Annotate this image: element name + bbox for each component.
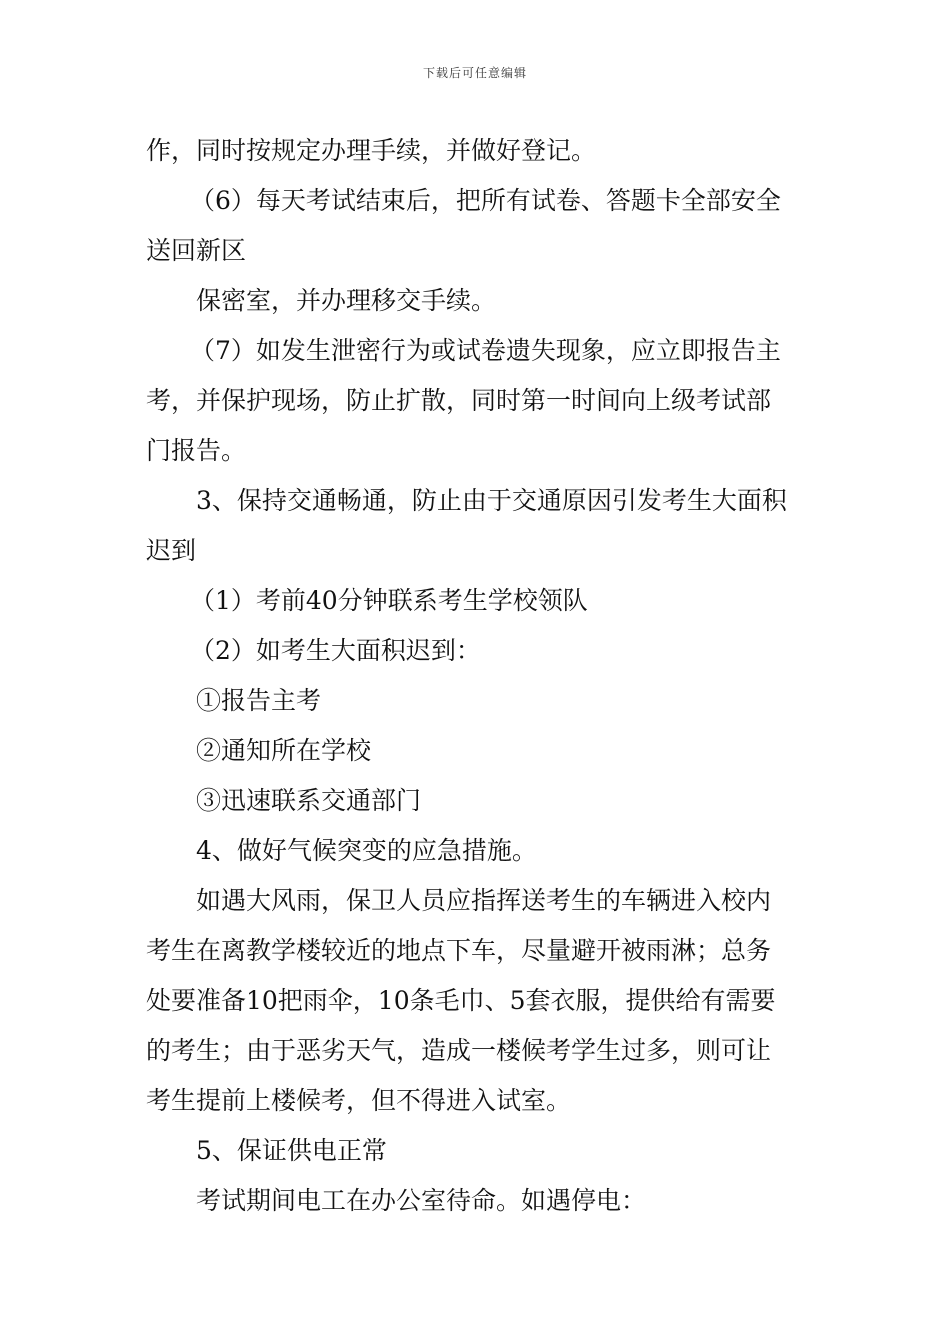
text-line: （6）每天考试结束后，把所有试卷、答题卡全部安全 bbox=[190, 186, 781, 215]
text-line: ③迅速联系交通部门 bbox=[196, 786, 422, 815]
text-line: 考试期间电工在办公室待命。如遇停电： bbox=[196, 1186, 647, 1215]
page-header: 下载后可任意编辑 bbox=[422, 66, 527, 80]
text-line: （7）如发生泄密行为或试卷遗失现象，应立即报告主 bbox=[190, 336, 781, 365]
text-line: ①报告主考 bbox=[196, 686, 322, 715]
text-line: 迟到 bbox=[146, 536, 197, 565]
text-line: 作，同时按规定办理手续，并做好登记。 bbox=[146, 136, 597, 165]
text-line: 保密室，并办理移交手续。 bbox=[196, 286, 497, 315]
text-line: 门报告。 bbox=[146, 436, 247, 465]
text-line: 如遇大风雨，保卫人员应指挥送考生的车辆进入校内 bbox=[196, 886, 772, 915]
text-line: ②通知所在学校 bbox=[196, 736, 372, 765]
text-line: 5、保证供电正常 bbox=[196, 1136, 387, 1165]
text-line: （2）如考生大面积迟到： bbox=[190, 636, 481, 665]
text-line: 4、做好气候突变的应急措施。 bbox=[196, 836, 537, 865]
text-line: 考，并保护现场，防止扩散，同时第一时间向上级考试部 bbox=[146, 386, 772, 415]
text-line: 的考生；由于恶劣天气，造成一楼候考学生过多，则可让 bbox=[146, 1036, 772, 1065]
text-line: （1）考前40分钟联系考生学校领队 bbox=[190, 586, 588, 615]
text-line: 3、保持交通畅通，防止由于交通原因引发考生大面积 bbox=[196, 486, 787, 515]
document-body bbox=[146, 126, 806, 1226]
text-line: 送回新区 bbox=[146, 236, 247, 265]
text-line: 考生在离教学楼较近的地点下车，尽量避开被雨淋；总务 bbox=[146, 936, 772, 965]
text-line: 考生提前上楼候考，但不得进入试室。 bbox=[146, 1086, 572, 1115]
text-line: 处要准备10把雨伞，10条毛巾、5套衣服，提供给有需要 bbox=[146, 986, 776, 1015]
